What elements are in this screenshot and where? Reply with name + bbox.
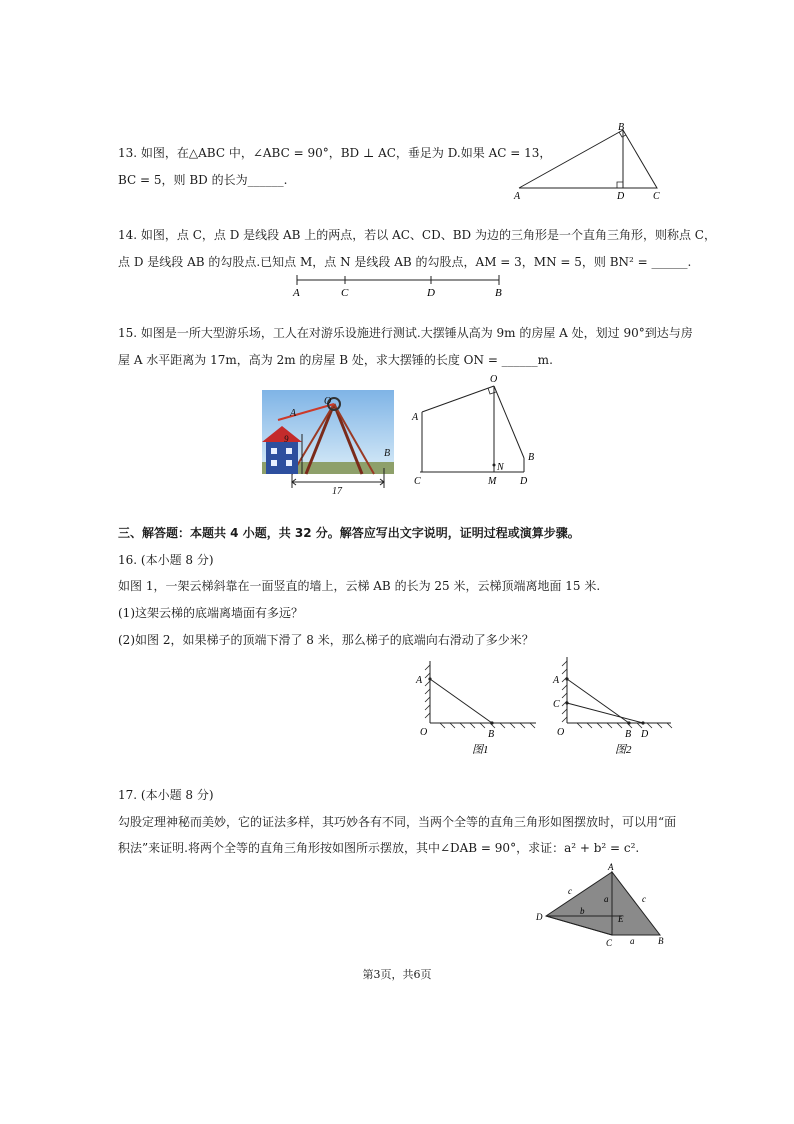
q17-label-d: D xyxy=(536,912,543,922)
q13-label-d: D xyxy=(617,191,625,202)
q16-fig1-caption: 图1 xyxy=(472,744,489,756)
q15-fig-label-c: C xyxy=(414,476,421,487)
q16-header: 16. (本小题 8 分) xyxy=(118,553,214,567)
q17-text-line1: 勾股定理神秘而美妙，它的证法多样，其巧妙各有不同，当两个全等的直角三角形如图摆放时，可以用“面 xyxy=(118,815,677,829)
q13-text-line1: 13. 如图，在△ABC 中，∠ABC = 90°，BD ⊥ AC，垂足为 D.如果 AC = 13， xyxy=(118,146,552,160)
q17-header: 17. (本小题 8 分) xyxy=(118,788,214,802)
q14-segment-figure xyxy=(285,272,515,302)
q16-fig2-label-c: C xyxy=(553,699,560,710)
q16-fig1-label-o: O xyxy=(420,727,428,738)
q15-photo-label-b: B xyxy=(384,448,391,459)
q16-fig2-caption: 图2 xyxy=(615,744,632,756)
q16-fig2-label-o: O xyxy=(557,727,565,738)
q16-figure-1 xyxy=(410,655,540,759)
q17-proof-figure xyxy=(532,860,672,950)
q15-fig-label-m: M xyxy=(488,476,497,487)
q17-label-c-side1: c xyxy=(568,886,572,896)
q17-label-b-side: b xyxy=(580,906,585,916)
q14-text-line2: 点 D 是线段 AB 的勾股点.已知点 M，点 N 是线段 AB 的勾股点，AM = 3，MN = 5，则 BN² = ______. xyxy=(118,255,692,269)
q16-part1: (1)这架云梯的底端离墙面有多远？ xyxy=(118,606,303,620)
q17-label-a-side1: a xyxy=(604,894,609,904)
q16-fig1-label-a: A xyxy=(416,675,423,686)
q15-photo-distance: 17 xyxy=(332,486,342,494)
q15-text-line2: 屋 A 水平距离为 17m，高为 2m 的房屋 B 处，求大摆锤的长度 ON = ______m. xyxy=(118,353,553,367)
section-3-title: 三、解答题：本题共 4 小题，共 32 分。解答应写出文字说明，证明过程或演算步骤。 xyxy=(118,526,580,540)
q17-label-a: A xyxy=(608,862,614,872)
q15-photo-label-o: O xyxy=(324,396,332,407)
q17-text-line2: 积法”来证明.将两个全等的直角三角形按如图所示摆放，其中∠DAB = 90°，求证：a² + b² = c². xyxy=(118,841,640,855)
q15-fig-label-n: N xyxy=(497,462,504,473)
q17-label-e: E xyxy=(618,914,624,924)
q17-label-c-side2: c xyxy=(642,894,646,904)
q15-text-line1: 15. 如图是一所大型游乐场，工人在对游乐设施进行测试.大摆锤从高为 9m 的房屋 A 处，划过 90°到达与房 xyxy=(118,326,693,340)
page-footer: 第3页，共6页 xyxy=(362,968,432,981)
q14-label-c: C xyxy=(341,287,349,299)
q15-fig-label-a: A xyxy=(412,412,419,423)
q17-label-c: C xyxy=(606,938,613,948)
q15-fig-label-o: O xyxy=(490,374,498,385)
q15-amusement-park-photo xyxy=(262,390,394,494)
q17-label-b: B xyxy=(658,936,664,946)
q16-figure-2 xyxy=(545,655,675,759)
q16-text-line1: 如图 1，一架云梯斜靠在一面竖直的墙上，云梯 AB 的长为 25 米，云梯顶端离地面 15 米. xyxy=(118,579,601,593)
q16-fig2-label-d: D xyxy=(641,729,649,740)
q16-fig2-label-a: A xyxy=(553,675,560,686)
q16-fig1-label-b: B xyxy=(488,729,495,740)
q15-photo-label-a: A xyxy=(290,408,297,419)
q15-fig-label-b: B xyxy=(528,452,535,463)
q16-fig2-label-b: B xyxy=(625,729,632,740)
q15-photo-height: 9 xyxy=(284,434,289,444)
q13-label-c: C xyxy=(653,191,660,202)
q15-geometry-figure xyxy=(408,372,548,492)
q16-part2: (2)如图 2，如果梯子的顶端下滑了 8 米，那么梯子的底端向右滑动了多少米？ xyxy=(118,633,534,647)
q14-label-b: B xyxy=(495,287,502,299)
q13-triangle-figure xyxy=(505,118,675,206)
q14-label-d: D xyxy=(427,287,435,299)
q17-label-a-side2: a xyxy=(630,936,635,946)
q13-label-b: B xyxy=(618,122,625,133)
q14-label-a: A xyxy=(293,287,300,299)
q14-text-line1: 14. 如图，点 C，点 D 是线段 AB 上的两点，若以 AC、CD、BD 为边的三角形是一个直角三角形，则称点 C， xyxy=(118,228,716,242)
q13-text-line2: BC = 5，则 BD 的长为______. xyxy=(118,173,288,187)
q13-label-a: A xyxy=(514,191,521,202)
q15-fig-label-d: D xyxy=(520,476,528,487)
